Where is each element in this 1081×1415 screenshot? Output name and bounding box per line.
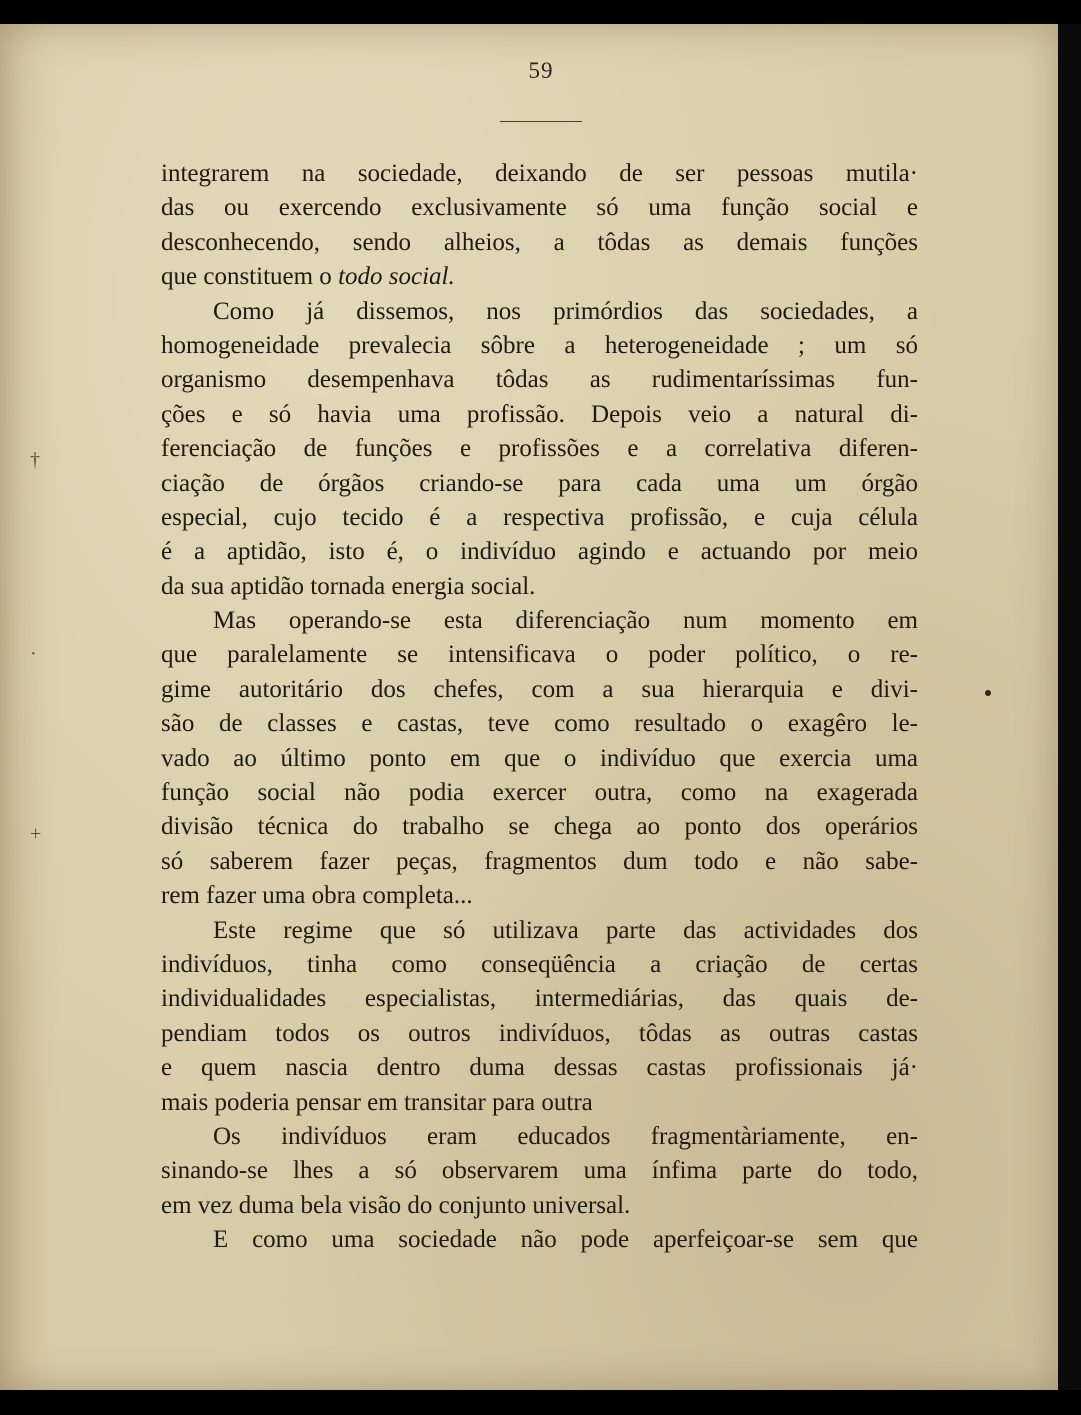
text-line: que paralelamente se intensificava o poder político, o re-: [161, 641, 918, 669]
text-line: que constituem o todo social.: [161, 263, 455, 291]
paragraph-first-line: Os indivíduos eram educados fragmentàriamente, en-: [213, 1122, 918, 1150]
italic-phrase: todo social.: [338, 263, 455, 291]
gutter-margin-marks: [30, 24, 50, 1390]
text-line: ções e só havia uma profissão. Depois veio a natural di-: [161, 400, 918, 428]
text-line: ferenciação de funções e profissões e a correlativa diferen-: [161, 435, 918, 463]
text-line: é a aptidão, isto é, o indivíduo agindo e actuando por meio: [161, 538, 918, 566]
paragraph-first-line: Como já dissemos, nos primórdios das sociedades, a: [213, 297, 918, 325]
page-speck: [985, 690, 991, 696]
text-line: em vez duma bela visão do conjunto universal.: [161, 1191, 631, 1219]
text-line: divisão técnica do trabalho se chega ao ponto dos operários: [161, 813, 918, 841]
text-line: organismo desempenhava tôdas as rudimentaríssimas fun-: [161, 366, 918, 394]
text-line: integrarem na sociedade, deixando de ser pessoas mutila·: [161, 160, 918, 187]
margin-tick-mark: +: [30, 823, 42, 845]
text-line: homogeneidade prevalecia sôbre a heterogeneidade ; um só: [161, 331, 918, 359]
text-line: sinando-se lhes a só observarem uma ínfima parte do todo,: [161, 1157, 918, 1185]
paragraph-first-line: Mas operando-se esta diferenciação num momento em: [213, 607, 918, 635]
text-line: gime autoritário dos chefes, com a sua hierarquia e divi-: [161, 675, 918, 703]
text-line: são de classes e castas, teve como resultado o exagêro le-: [161, 710, 918, 738]
page-edge-shadow: [1058, 24, 1081, 1390]
margin-tick-mark: †: [30, 449, 40, 471]
text-line: especial, cujo tecido é a respectiva profissão, e cuja célula: [161, 503, 918, 531]
paragraph-first-line: Este regime que só utilizava parte das actividades dos: [213, 916, 918, 944]
body-text: [161, 157, 918, 1258]
text-line: função social não podia exercer outra, como na exagerada: [161, 779, 918, 807]
page-number: 59: [528, 58, 554, 83]
margin-tick-mark: ·: [30, 643, 37, 665]
text-line: pendiam todos os outros indivíduos, tôdas as outras castas: [161, 1019, 918, 1047]
text-line: vado ao último ponto em que o indivíduo que exercia uma: [161, 744, 918, 772]
text-line: só saberem fazer peças, fragmentos dum todo e não sabe-: [161, 847, 918, 875]
header-rule: [500, 121, 582, 122]
text-line: indivíduos, tinha como conseqüência a criação de certas: [161, 950, 918, 978]
text-line: individualidades especialistas, intermediárias, das quais de-: [161, 985, 918, 1013]
text-line: rem fazer uma obra completa...: [161, 882, 473, 910]
text-line: desconhecendo, sendo alheios, a tôdas as demais funções: [161, 228, 918, 256]
paragraph-first-line: E como uma sociedade não pode aperfeiçoar-se sem que: [213, 1226, 918, 1254]
text-line: da sua aptidão tornada energia social.: [161, 572, 536, 600]
text-line: das ou exercendo exclusivamente só uma função social e: [161, 194, 918, 222]
text-line: ciação de órgãos criando-se para cada uma um órgão: [161, 469, 918, 497]
text-line: mais poderia pensar em transitar para outra: [161, 1088, 593, 1116]
text-line: e quem nascia dentro duma dessas castas profissionais já·: [161, 1054, 918, 1082]
